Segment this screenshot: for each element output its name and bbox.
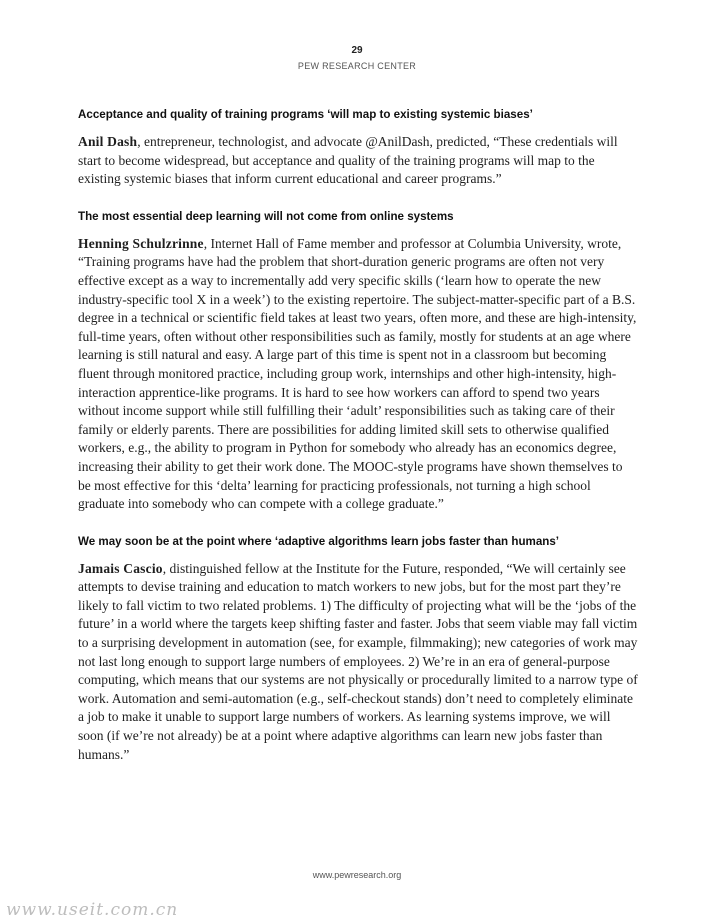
speaker-name: Anil Dash [78,134,138,149]
section-paragraph [78,560,638,765]
section-heading: The most essential deep learning will not come from online systems [78,209,454,223]
section-anil-dash [78,106,638,189]
page-number: 29 [351,45,363,56]
section-jamais-cascio [78,533,638,765]
paragraph-text: , entrepreneur, technologist, and advocate @AnilDash, predicted, “These credentials will start to become widespread, but acceptance and quality of the training programs will map to the existing systemic biases that inform current educational and career programs.” [78,134,618,187]
page-header [0,44,714,74]
speaker-name: Henning Schulzrinne [78,235,204,251]
watermark: www.useit.com.cn [6,900,179,920]
section-heading: We may soon be at the point where ‘adaptive algorithms learn jobs faster than humans’ [78,534,560,548]
paragraph-text: , distinguished fellow at the Institute for the Future, responded, “We will certainly see attempts to devise training and education to match workers to new jobs, but for the most part they’re likely to fall victim to two related problems. 1) The difficulty of projecting what will be the ‘jobs of the future’ in a world where the targets keep shifting faster and faster. Jobs that seem viable may fall victim to a surprising development in automation (see, for example, filmmaking); new categories of work may not last long enough to support large numbers of employees. 2) We’re in an era of general-purpose computing, which means that our systems are not physically or procedurally limited to a narrow type of work. Automation and semi-automation (e.g., self-checkout stands) don’t need to completely eliminate a job to make it unable to support large numbers of workers. As learning systems improve, we will soon (if we’re not already) be at a point where adaptive algorithms can learn new jobs faster than humans.” [78,560,638,762]
speaker-name: Jamais Cascio [78,560,163,576]
page-footer-url: www.pewresearch.org [312,870,402,880]
section-paragraph [78,133,638,189]
section-heading: Acceptance and quality of training programs ‘will map to existing systemic biases’ [78,108,533,121]
org-name: PEW RESEARCH CENTER [297,61,417,71]
paragraph-text: , Internet Hall of Fame member and professor at Columbia University, wrote, “Training programs have had the problem that short-duration generic programs are often not very effective except as a way to incrementally add very specific skills (‘learn how to operate the new industry-specific tool X in a week’) to the existing repertoire. The subject-matter-specific part of a B.S. degree in a technical or scientific field takes at least two years, often more, and these are high-intensity, full-time years, often without other responsibilities such as family, mostly for students at an age where learning is still natural and easy. A large part of this time is spent not in a classroom but becoming fluent through monitored practice, including group work, internships and other high-intensity, high-interaction apprentice-like programs. It is hard to see how workers can afford to spend two years without income support while still fulfilling their ‘adult’ responsibilities such as taking care of their family or elderly parents. There are possibilities for adding limited skill sets to otherwise qualified workers, e.g., the ability to program in Python for somebody who already has an economics degree, increasing their ability to get their work done. The MOOC-style programs have shown themselves to be most effective for this ‘delta’ learning for practicing professionals, not turning a high school graduate into somebody who can compete with a college graduate.” [78,235,637,512]
article-body [78,106,638,764]
section-paragraph [78,235,638,514]
section-henning-schulzrinne [78,208,638,514]
